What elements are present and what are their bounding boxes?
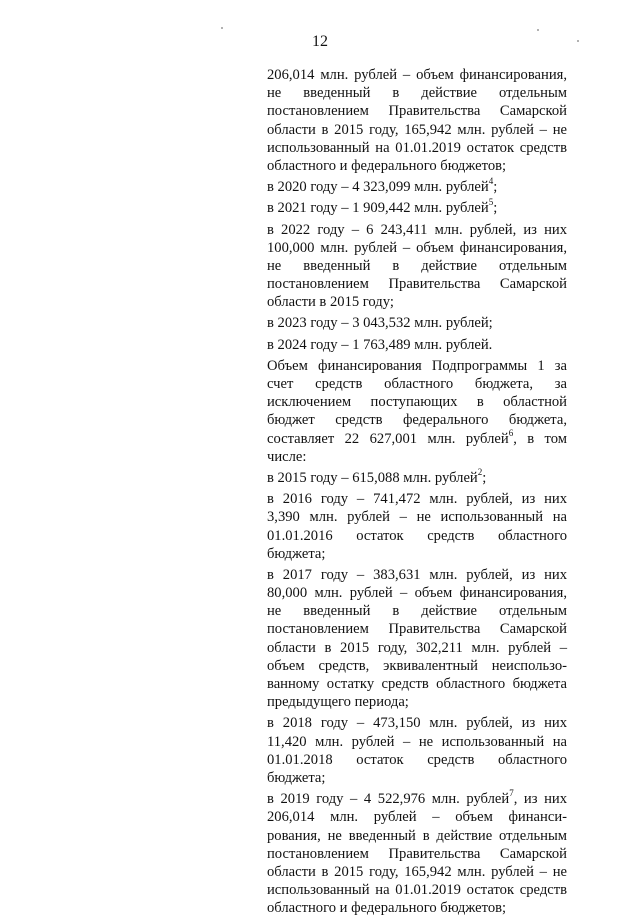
text-line: [267, 121, 567, 139]
text-line: [267, 675, 567, 693]
text-line-content: области в 2015 году, 165,942 млн. рублей – не: [267, 863, 567, 880]
text-line: [267, 102, 567, 120]
text-line-content: не введенный в действие отдельным: [267, 85, 567, 102]
text-line: [267, 221, 567, 239]
text-line-content: постановлением Правительства Самарской: [267, 845, 567, 862]
text-line-content: в 2021 году – 1 909,442 млн. рублей: [267, 200, 489, 217]
text-line: [267, 566, 567, 584]
text-line-content: в 2017 году – 383,631 млн. рублей, из них: [267, 566, 567, 583]
text-line: [267, 490, 567, 508]
text-line: [267, 357, 567, 375]
text-line: [267, 275, 567, 293]
text-line-tail: ;: [493, 179, 498, 196]
text-line: [267, 790, 567, 808]
text-line-content: 100,000 млн. рублей – объем финансирования,: [267, 239, 567, 256]
footnote-marker: 7: [509, 788, 514, 799]
text-line-content: рования, не введенный в действие отдельным: [267, 827, 567, 844]
text-line: [267, 527, 567, 545]
text-line-content: в 2024 году – 1 763,489 млн. рублей.: [267, 336, 493, 353]
text-line: [267, 827, 567, 845]
text-line: [267, 808, 567, 826]
text-line-content: 01.01.2018 остаток средств областного: [267, 751, 567, 768]
text-line-content: 01.01.2016 остаток средств областного: [267, 527, 567, 544]
text-line-content: Объем финансирования Подпрограммы 1 за: [267, 357, 567, 374]
text-line: [267, 314, 567, 332]
text-line-content: счет средств областного бюджета, за: [267, 376, 567, 392]
text-line: [267, 714, 567, 732]
text-line-content: ванному остатку средств областного бюджета: [267, 676, 567, 692]
text-line-content: постановлением Правительства Самарской: [267, 621, 567, 638]
text-line: [267, 881, 567, 899]
text-line: [267, 427, 567, 448]
text-line-content: исключением поступающих в областной: [267, 394, 567, 411]
text-line-content: составляет 22 627,001 млн. рублей: [267, 430, 509, 447]
text-line-content: 3,390 млн. рублей – не использованный на: [267, 509, 567, 526]
text-line-content: 11,420 млн. рублей – не использованный на: [267, 733, 567, 750]
text-line-content: бюджета;: [267, 545, 326, 562]
text-line-content: в 2019 году – 4 522,976 млн. рублей: [267, 791, 510, 808]
document-body: [267, 66, 567, 917]
text-line-content: бюджет средств федерального бюджета,: [267, 412, 567, 429]
text-line-tail: ;: [482, 469, 487, 486]
text-line: [267, 293, 567, 311]
text-line-content: в 2016 году – 741,472 млн. рублей, из них: [267, 491, 567, 508]
text-line-content: числе:: [267, 448, 307, 465]
scan-speck: [221, 27, 223, 29]
text-line: [267, 639, 567, 657]
text-line: [267, 336, 567, 354]
text-line-content: не введенный в действие отдельным: [267, 603, 567, 620]
text-line-content: 206,014 млн. рублей – объем финансирования,: [267, 67, 567, 83]
text-line: [267, 751, 567, 769]
text-line-tail: , в том: [513, 430, 567, 447]
footnote-marker: 6: [508, 427, 514, 438]
text-line-content: 206,014 млн. рублей – объем финанси-: [267, 809, 567, 826]
text-line-content: области в 2015 году, 165,942 млн. рублей – не: [267, 121, 567, 138]
text-line-content: использованный на 01.01.2019 остаток средств: [267, 882, 567, 899]
text-line-content: в 2015 году – 615,088 млн. рублей: [267, 469, 478, 486]
text-line-content: постановлением Правительства Самарской: [267, 103, 567, 120]
text-line: [267, 375, 567, 393]
text-line: [267, 545, 567, 563]
text-line: [267, 178, 567, 196]
text-line: [267, 448, 567, 466]
text-line-tail: ;: [493, 200, 498, 217]
text-line-content: использованный на 01.01.2019 остаток средств: [267, 139, 567, 156]
text-line-content: областного и федерального бюджетов;: [267, 157, 507, 174]
text-line: [267, 199, 567, 217]
text-line: [267, 239, 567, 257]
text-line: [267, 411, 567, 429]
page-number: 12: [312, 33, 328, 50]
text-line: [267, 733, 567, 751]
text-line-content: областного и федерального бюджетов;: [267, 900, 507, 917]
text-line: [267, 84, 567, 102]
text-line: [267, 66, 567, 84]
text-line: [267, 157, 567, 175]
text-line-content: бюджета;: [267, 769, 326, 786]
text-line-content: постановлением Правительства Самарской: [267, 276, 567, 293]
text-line: [267, 602, 567, 620]
text-line: [267, 863, 567, 881]
text-line: [267, 693, 567, 711]
text-line-content: в 2023 году – 3 043,532 млн. рублей;: [267, 315, 493, 332]
text-line-content: объем средств, эквивалентный неиспользо-: [267, 657, 567, 674]
footnote-marker: 2: [477, 467, 483, 478]
scan-speck: [537, 29, 539, 31]
text-line-content: 80,000 млн. рублей – объем финансирования,: [267, 585, 567, 602]
text-line: [267, 899, 567, 917]
text-line: [267, 657, 567, 675]
text-line: [267, 469, 567, 487]
text-line: [267, 508, 567, 526]
text-line-content: в 2020 году – 4 323,099 млн. рублей: [267, 179, 489, 196]
text-line-content: предыдущего периода;: [267, 694, 409, 711]
text-line: [267, 845, 567, 863]
text-line: [267, 139, 567, 157]
text-line-content: в 2018 году – 473,150 млн. рублей, из них: [267, 715, 567, 732]
text-line-content: области в 2015 году;: [267, 294, 394, 311]
text-line-content: области в 2015 году, 302,211 млн. рублей –: [267, 639, 567, 656]
text-line-content: не введенный в действие отдельным: [267, 257, 567, 274]
text-line: [267, 620, 567, 638]
text-line: [267, 393, 567, 411]
text-line-tail: , из них: [513, 791, 568, 808]
text-line: [267, 257, 567, 275]
text-line: [267, 584, 567, 602]
text-line: [267, 769, 567, 787]
scan-speck: [577, 40, 579, 42]
footnote-marker: 5: [488, 197, 494, 208]
footnote-marker: 4: [488, 176, 494, 187]
text-line-content: в 2022 году – 6 243,411 млн. рублей, из них: [267, 221, 567, 238]
